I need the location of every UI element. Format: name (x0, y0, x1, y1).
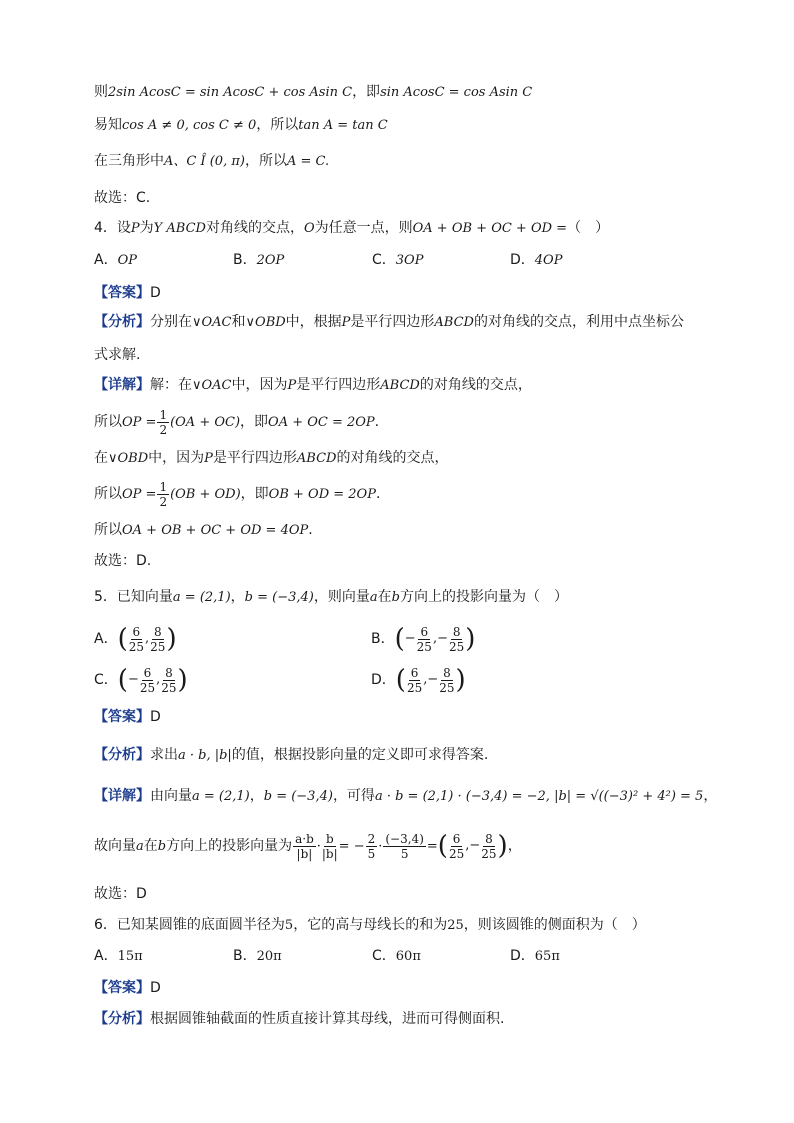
q5-analysis (94, 745, 488, 766)
q4-option-b[interactable] (233, 250, 284, 271)
paren-right: ) (166, 624, 177, 654)
math: A、C Î (0, π) (164, 154, 245, 169)
fraction (157, 480, 169, 509)
text: （ ） (567, 220, 610, 236)
math: P (287, 378, 297, 393)
fraction (366, 832, 378, 861)
analysis-tag: 【分析】 (94, 747, 150, 763)
text: ，可得 (332, 788, 375, 804)
answer-tag: 【答案】 (94, 285, 150, 301)
q4-detail-1 (94, 375, 532, 396)
option-label: B． (233, 252, 257, 268)
text: 故选：D (94, 886, 147, 902)
q4-option-a[interactable] (94, 250, 137, 271)
analysis-tag: 【分析】 (94, 1011, 150, 1027)
q5-answer (94, 707, 161, 727)
fraction-numerator: 6 (452, 831, 461, 846)
option-label: D． (510, 948, 535, 964)
fraction-denominator: 5 (400, 846, 409, 861)
answer-tag: 【答案】 (94, 980, 150, 996)
fraction-numerator: b (325, 831, 334, 846)
solution-line-3 (94, 151, 329, 172)
q5-choose (94, 884, 147, 904)
q6-stem (94, 915, 646, 936)
math: ∨OAC (192, 315, 232, 330)
fraction-denominator: |b| (296, 846, 313, 861)
option-label: B． (233, 948, 257, 964)
math: b (391, 590, 400, 605)
q5-option-c[interactable] (94, 663, 188, 697)
math: ∨OBD (108, 451, 149, 466)
math: b = (−3,4) (244, 590, 314, 605)
text: 为 (139, 220, 154, 236)
paren-left: ( (117, 665, 128, 695)
q4-analysis (94, 312, 684, 333)
text: 的对角线的交点， (419, 377, 532, 393)
fraction (293, 832, 316, 861)
option-value (396, 663, 466, 697)
detail-tag: 【详解】 (94, 788, 150, 804)
math: ABCD (434, 315, 474, 330)
text: ， (507, 838, 522, 854)
sign: − (437, 631, 448, 646)
paren-left: ( (394, 624, 405, 654)
q6-option-a[interactable] (94, 946, 143, 967)
fraction-denominator: 25 (150, 639, 166, 654)
q4-detail-4 (94, 477, 380, 512)
text: 是平行四边形 (212, 450, 297, 466)
q5-option-b[interactable] (371, 622, 475, 656)
text: 是平行四边形 (350, 314, 435, 330)
text: 对角线的交点， (205, 220, 304, 236)
option-label: C． (372, 252, 396, 268)
answer-tag: 【答案】 (94, 709, 150, 725)
fraction-denominator: 2 (159, 494, 168, 509)
math: b (157, 839, 167, 854)
comma: , (432, 631, 438, 646)
q5-detail-2 (94, 826, 522, 867)
math: OA + OB + OC + OD = (412, 221, 568, 236)
text: 故选：D. (94, 553, 152, 569)
fraction (407, 666, 422, 695)
fraction-denominator: 25 (128, 639, 145, 654)
paren-left: ( (437, 831, 448, 861)
text: 易知 (94, 117, 122, 133)
solution-line-1 (94, 82, 532, 103)
fraction-numerator: 1 (159, 407, 168, 422)
text: 所以 (94, 486, 122, 502)
fraction-denominator: |b| (321, 846, 338, 861)
text: 在三角形中 (94, 153, 164, 169)
fraction-numerator: 1 (159, 479, 168, 494)
math: · (378, 839, 383, 854)
text: 解：在 (150, 377, 192, 393)
option-value: 15π (117, 949, 143, 964)
math: 5 (284, 918, 294, 933)
text: ，即 (240, 414, 269, 430)
option-value (118, 622, 177, 656)
choose-line (94, 188, 150, 208)
fraction-numerator: (−3,4) (385, 831, 424, 846)
q5-option-d[interactable] (371, 663, 466, 697)
text: 故选：C. (94, 190, 151, 206)
text: 方向上的投影向量为（ ） (399, 589, 568, 605)
math: O (303, 221, 315, 236)
option-label: D． (510, 252, 535, 268)
math: 2sin AcosC = sin AcosC + cos Asin C (108, 85, 353, 100)
fraction-denominator: 5 (367, 846, 376, 861)
answer-value: D (150, 285, 161, 301)
fraction (322, 832, 338, 861)
text: 的对角线的交点，利用中点坐标公 (473, 314, 684, 330)
result-vector (438, 826, 508, 866)
text: 式求解. (94, 347, 141, 363)
text: ，所以 (256, 117, 299, 133)
math: a = (2,1) (172, 590, 231, 605)
fraction-numerator: 6 (420, 624, 429, 639)
text: 中，根据 (285, 314, 342, 330)
text: 所以 (94, 522, 122, 538)
fraction-denominator: 25 (161, 680, 177, 695)
text: 分别在 (150, 314, 192, 330)
paren-right: ) (465, 624, 476, 654)
q4-analysis-cont (94, 345, 140, 365)
paren-left: ( (117, 624, 128, 654)
q6-answer (94, 978, 161, 998)
option-label: D． (371, 672, 396, 688)
q6-analysis (94, 1009, 504, 1029)
q5-option-a[interactable] (94, 622, 177, 656)
text: 方向上的投影向量为 (166, 838, 293, 854)
fraction-numerator: 8 (485, 831, 493, 846)
q6-option-c[interactable] (372, 946, 421, 967)
paren-right: ) (455, 665, 466, 695)
math: P (204, 451, 213, 466)
comma: , (423, 672, 428, 687)
fraction-numerator: 6 (143, 665, 152, 680)
text: ， (230, 589, 245, 605)
math: P (341, 315, 351, 330)
math: a = (2,1) (192, 789, 250, 804)
math: = (426, 839, 438, 854)
fraction-denominator: 2 (159, 422, 168, 437)
option-label: A． (94, 631, 118, 647)
option-value: 3OP (395, 253, 424, 268)
sign: − (427, 672, 439, 687)
option-value: 2OP (256, 253, 285, 268)
text: . (308, 522, 313, 538)
math: cos A ≠ 0, cos C ≠ 0 (122, 118, 257, 133)
q4-detail-2 (94, 405, 379, 440)
math: 25 (447, 918, 464, 933)
q6-option-d[interactable] (510, 946, 560, 967)
text: 故向量 (94, 838, 136, 854)
fraction-numerator: a·b (295, 831, 314, 846)
paren-left: ( (395, 665, 406, 695)
q6-option-b[interactable] (233, 946, 282, 967)
text: ，即 (240, 486, 269, 502)
math: P (130, 221, 140, 236)
detail-tag: 【详解】 (94, 377, 150, 393)
answer-value: D (150, 709, 161, 725)
text: 中，因为 (148, 450, 205, 466)
math: OB + OD = 2OP (268, 487, 376, 502)
fraction-numerator: 2 (367, 831, 376, 846)
answer-value: D (150, 980, 161, 996)
text: 根据圆锥轴截面的性质直接计算其母线，进而可得侧面积. (150, 1011, 505, 1027)
math: ∨OAC (192, 378, 232, 393)
option-label: C． (372, 948, 396, 964)
comma: , (156, 672, 161, 687)
fraction-numerator: 6 (132, 624, 141, 639)
option-value: OP (117, 253, 137, 268)
text: ，所以 (244, 153, 287, 169)
fraction (481, 832, 496, 861)
fraction-numerator: 6 (410, 665, 419, 680)
text: 所以 (94, 414, 122, 430)
text: 在 (143, 838, 158, 854)
option-value: 20π (256, 949, 282, 964)
math: a (369, 590, 378, 605)
text: ，则该圆锥的侧面积为（ ） (463, 917, 646, 933)
q4-option-c[interactable] (372, 250, 423, 271)
fraction (161, 666, 176, 695)
option-value (118, 663, 188, 697)
math: OA + OB + OC + OD = 4OP (122, 523, 309, 538)
text: 为任意一点，则 (314, 220, 413, 236)
math: a · b = (2,1) · (−3,4) = −2, |b| = √((−3)² + 4²) = 5 (374, 789, 704, 804)
text: . (374, 414, 380, 430)
q4-stem (94, 218, 609, 239)
text: 的对角线的交点， (336, 450, 449, 466)
text: 5．已知向量 (94, 589, 173, 605)
fraction-denominator: 25 (481, 846, 497, 861)
text: 6．已知某圆锥的底面圆半径为 (94, 917, 285, 933)
text: ，即 (352, 84, 381, 100)
fraction (439, 666, 454, 695)
math: tan A = tan C (298, 118, 388, 133)
text: 是平行四边形 (296, 377, 381, 393)
fraction-numerator: 8 (452, 624, 461, 639)
q4-detail-5 (94, 520, 313, 541)
fraction-numerator: 8 (443, 665, 451, 680)
q4-option-d[interactable] (510, 250, 562, 271)
text: 在 (377, 589, 392, 605)
fraction (383, 832, 426, 861)
fraction-denominator: 25 (406, 680, 423, 695)
option-label: B． (371, 631, 395, 647)
text: ，它的高与母线长的和为 (293, 917, 448, 933)
text: ， (249, 788, 264, 804)
fraction-denominator: 25 (139, 680, 156, 695)
math: Y ABCD (153, 221, 206, 236)
option-value (395, 622, 476, 656)
math: (OA + OC) (170, 415, 241, 430)
fraction-denominator: 25 (439, 680, 455, 695)
fraction-denominator: 25 (448, 846, 465, 861)
math: ABCD (380, 378, 420, 393)
math: (OB + OD) (170, 487, 241, 502)
math: · (316, 839, 321, 854)
fraction-numerator: 8 (153, 624, 162, 639)
fraction (140, 666, 155, 695)
text: 4．设 (94, 220, 131, 236)
math: sin AcosC = cos Asin C (380, 85, 533, 100)
q5-stem (94, 587, 568, 608)
text: 求出 (150, 747, 178, 763)
q4-detail-3 (94, 448, 448, 469)
text: 在 (94, 450, 108, 466)
math: b = (−3,4) (263, 789, 333, 804)
math: ABCD (296, 451, 337, 466)
q4-choose (94, 551, 151, 571)
q4-answer (94, 283, 161, 303)
text: ， (703, 788, 718, 804)
option-label: A． (94, 252, 118, 268)
fraction (417, 625, 432, 654)
fraction (129, 625, 144, 654)
option-label: A． (94, 948, 118, 964)
option-value: 60π (395, 949, 421, 964)
text: 中，因为 (231, 377, 288, 393)
fraction (150, 625, 165, 654)
option-value: 4OP (534, 253, 563, 268)
math: A = C. (286, 154, 330, 169)
math: OA + OC = 2OP (268, 415, 375, 430)
comma: , (145, 631, 150, 646)
fraction-denominator: 25 (416, 639, 432, 654)
text: 的值，根据投影向量的定义即可求得答案. (231, 747, 489, 763)
text: 由向量 (150, 788, 192, 804)
math: a · b, |b| (178, 748, 232, 763)
fraction-denominator: 25 (449, 639, 465, 654)
math: = − (338, 839, 365, 854)
sign: − (127, 672, 139, 687)
text: 则 (94, 84, 108, 100)
paren-right: ) (177, 665, 188, 695)
math: a (136, 839, 144, 854)
math: OP = (122, 487, 157, 502)
q5-detail-1 (94, 786, 717, 807)
fraction (449, 832, 464, 861)
math: ∨OBD (245, 315, 286, 330)
math: OP = (122, 415, 157, 430)
comma: ,− (465, 838, 481, 853)
fraction (157, 408, 169, 437)
text: 和 (231, 314, 246, 330)
text: ，则向量 (313, 589, 370, 605)
fraction-numerator: 8 (165, 665, 173, 680)
sign: − (404, 631, 416, 646)
option-label: C． (94, 672, 118, 688)
paren-right: ) (497, 831, 508, 861)
option-value: 65π (534, 949, 560, 964)
text: . (375, 486, 381, 502)
fraction (449, 625, 464, 654)
solution-line-2 (94, 115, 388, 136)
analysis-tag: 【分析】 (94, 314, 150, 330)
